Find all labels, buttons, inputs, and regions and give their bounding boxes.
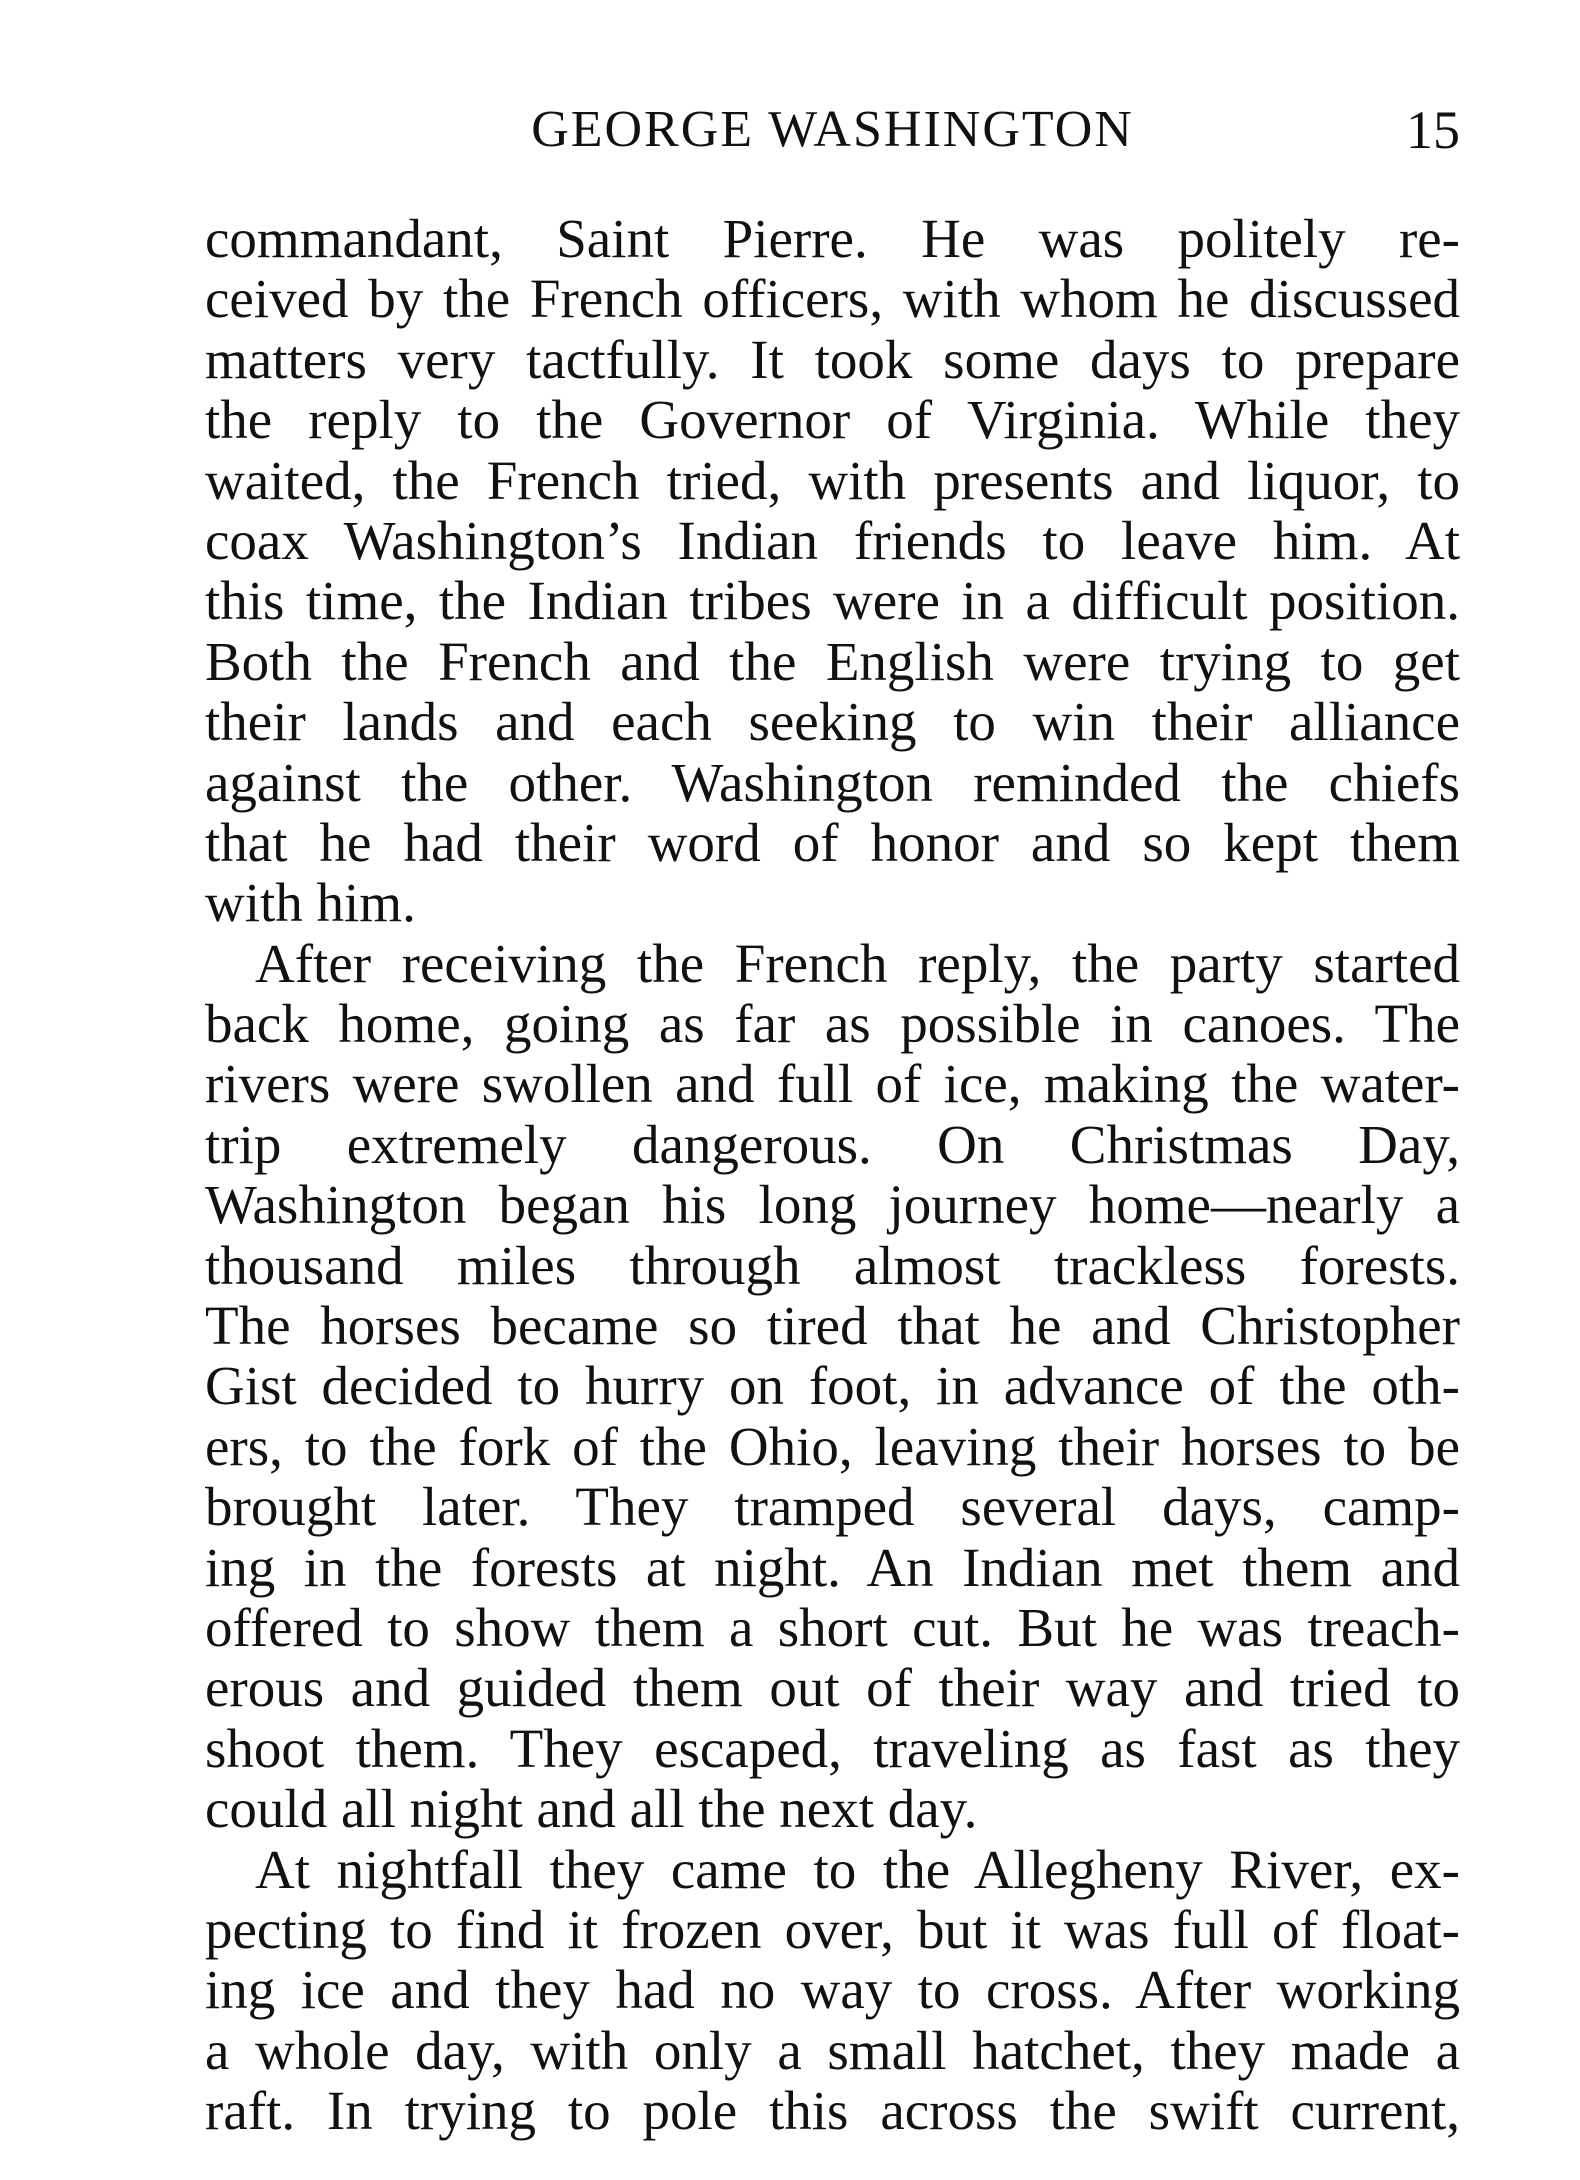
text-line: The horses became so tired that he and Christopher [205,1295,1460,1357]
text-line: their lands and each seeking to win their alliance [205,691,1460,753]
text-line: After receiving the French reply, the party started [255,932,1460,994]
text-line: rivers were swollen and full of ice, making the water- [205,1053,1460,1115]
text-line: a whole day, with only a small hatchet, they made a [205,2019,1460,2081]
text-line: ing in the forests at night. An Indian met them and [205,1536,1460,1598]
text-line: thousand miles through almost trackless forests. [205,1234,1460,1296]
text-line: shoot them. They escaped, traveling as fast as they [205,1717,1460,1779]
text-line: coax Washington’s Indian friends to leave him. At [205,509,1460,571]
text-line: commandant, Saint Pierre. He was politely re- [205,208,1460,269]
text-line: against the other. Washington reminded the chiefs [205,751,1460,813]
text-line: raft. In trying to pole this across the swift current, [205,2080,1460,2142]
running-title: GEORGE WASHINGTON [531,101,1134,158]
text-line: waited, the French tried, with presents and liquor, to [205,449,1460,511]
text-line: offered to show them a short cut. But he was treach- [205,1596,1460,1658]
text-line: ers, to the fork of the Ohio, leaving their horses to be [205,1415,1460,1477]
text-line: with him. [205,872,416,934]
text-line: matters very tactfully. It took some days to prepare [205,328,1460,390]
text-line: pecting to find it frozen over, but it was full of float- [205,1898,1460,1960]
body-text [205,209,1460,2142]
paragraph [205,209,1460,934]
paragraph [205,934,1460,1840]
text-line: trip extremely dangerous. On Christmas Day, [205,1113,1460,1175]
text-line: could all night and all the next day. [205,1778,978,1840]
text-line: that he had their word of honor and so kept them [205,811,1460,873]
text-line: Washington began his long journey home—nearly a [205,1174,1460,1236]
text-line: ing ice and they had no way to cross. After working [205,1959,1460,2021]
running-head [205,100,1460,160]
text-line: ceived by the French officers, with whom he discussed [205,268,1460,330]
text-line: back home, going as far as possible in canoes. The [205,993,1460,1055]
text-line: Gist decided to hurry on foot, in advance of the oth- [205,1355,1460,1417]
text-line: the reply to the Governor of Virginia. While they [205,389,1460,451]
page-number: 15 [1406,100,1460,160]
text-line: brought later. They tramped several days, camp- [205,1476,1460,1538]
text-line: At nightfall they came to the Allegheny River, ex- [255,1838,1460,1900]
text-line: erous and guided them out of their way and tried to [205,1657,1460,1719]
text-line: Both the French and the English were trying to get [205,630,1460,692]
paragraph [205,1840,1460,2142]
text-line: this time, the Indian tribes were in a difficult position. [205,570,1460,632]
